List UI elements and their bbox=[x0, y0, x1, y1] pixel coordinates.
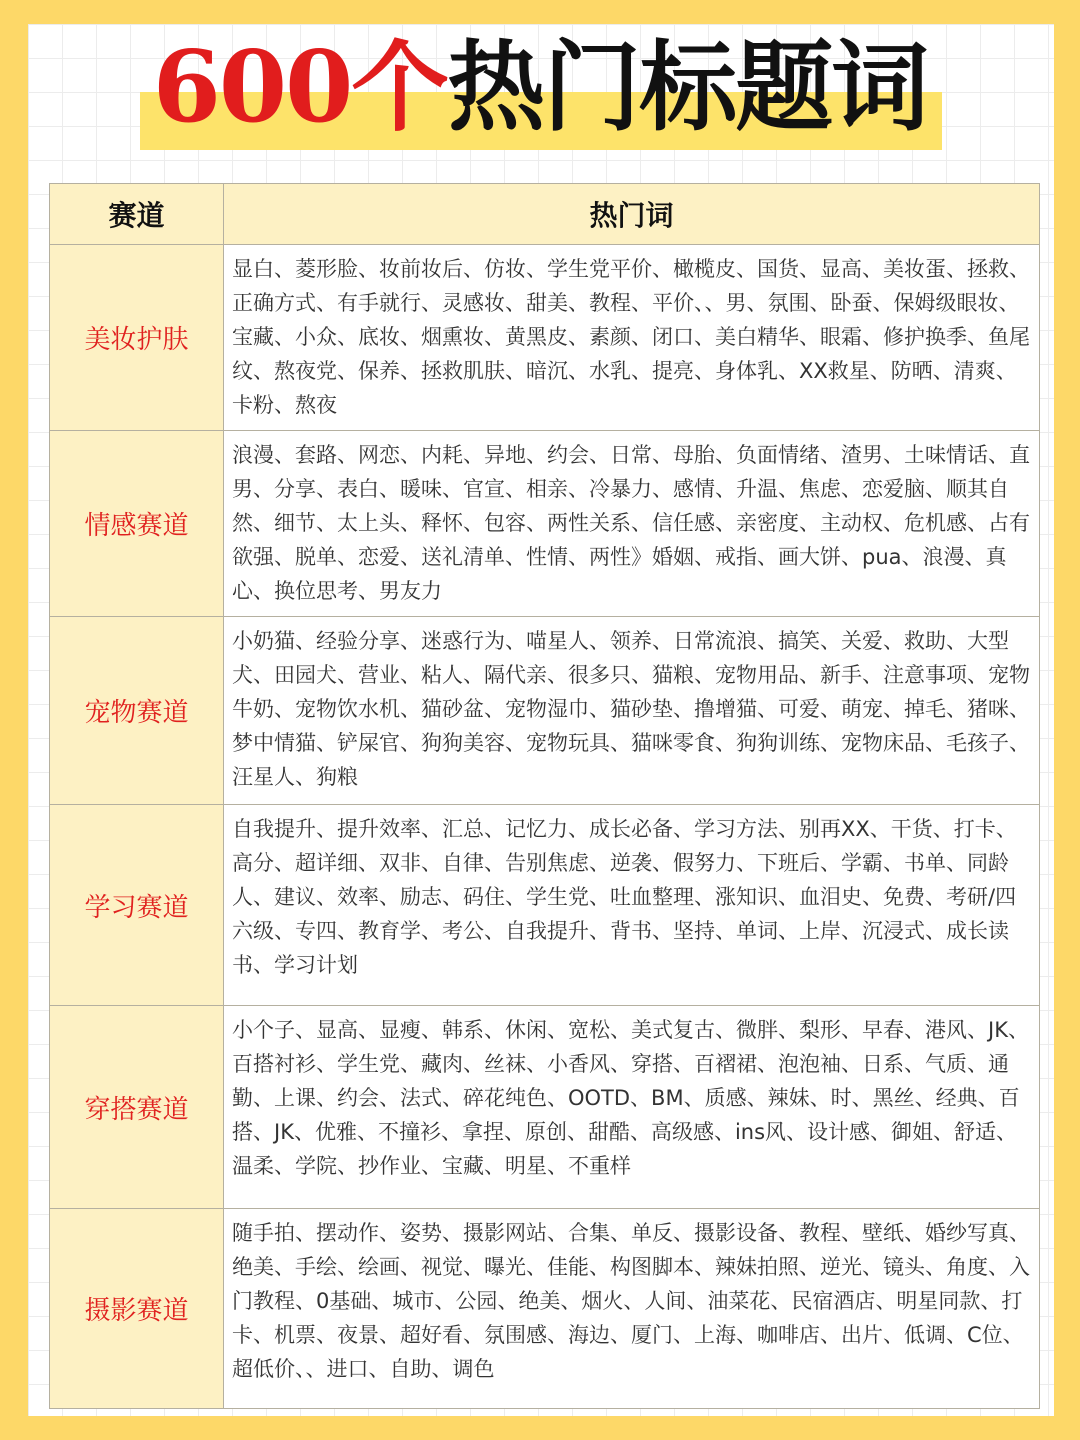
table-row bbox=[50, 617, 1040, 805]
category-cell: 情感赛道 bbox=[50, 431, 224, 617]
category-cell: 学习赛道 bbox=[50, 805, 224, 1006]
category-cell: 美妆护肤 bbox=[50, 245, 224, 431]
keywords-cell: 小个子、显高、显瘦、韩系、休闲、宽松、美式复古、微胖、梨形、早春、港风、JK、百搭衬衫、学生党、藏肉、丝袜、小香风、穿搭、百褶裙、泡泡袖、日系、气质、通勤、上课、约会、法式、碎花纯色、OOTD、BM、质感、辣妹、时、黑丝、经典、百搭、JK、优雅、不撞衫、拿捏、原创、甜酷、高级感、ins风、设计感、御姐、舒适、温柔、学院、抄作业、宝藏、明星、不重样 bbox=[224, 1006, 1040, 1209]
category-cell: 穿搭赛道 bbox=[50, 1006, 224, 1209]
keywords-cell: 浪漫、套路、网恋、内耗、异地、约会、日常、母胎、负面情绪、渣男、土味情话、直男、分享、表白、暖味、官宣、相亲、冷暴力、感情、升温、焦虑、恋爱脑、顺其自然、细节、太上头、释怀、包容、两性关系、信任感、亲密度、主动权、危机感、占有欲强、脱单、恋爱、送礼清单、性情、两性》婚姻、戒指、画大饼、pua、浪漫、真心、换位思考、男友力 bbox=[224, 431, 1040, 617]
page-title bbox=[0, 0, 1080, 175]
table-row bbox=[50, 805, 1040, 1006]
keywords-cell: 显白、菱形脸、妆前妆后、仿妆、学生党平价、橄榄皮、国货、显高、美妆蛋、拯救、正确方式、有手就行、灵感妆、甜美、教程、平价、、男、氛围、卧蚕、保姆级眼妆、宝藏、小众、底妆、烟熏妆、黄黑皮、素颜、闭口、美白精华、眼霜、修护换季、鱼尾纹、熬夜党、保养、拯救肌肤、暗沉、水乳、提亮、身体乳、XX救星、防晒、清爽、卡粉、熬夜 bbox=[224, 245, 1040, 431]
category-cell: 宠物赛道 bbox=[50, 617, 224, 805]
header-category: 赛道 bbox=[50, 184, 224, 245]
table-row bbox=[50, 431, 1040, 617]
table-row bbox=[50, 1209, 1040, 1409]
keywords-cell: 随手拍、摆动作、姿势、摄影网站、合集、单反、摄影设备、教程、壁纸、婚纱写真、绝美、手绘、绘画、视觉、曝光、佳能、构图脚本、辣妹拍照、逆光、镜头、角度、入门教程、0基础、城市、公园、绝美、烟火、人间、油菜花、民宿酒店、明星同款、打卡、机票、夜景、超好看、氛围感、海边、厦门、上海、咖啡店、出片、低调、C位、超低价、、进口、自助、调色 bbox=[224, 1209, 1040, 1409]
header-keywords: 热门词 bbox=[224, 184, 1040, 245]
category-cell: 摄影赛道 bbox=[50, 1209, 224, 1409]
table-header-row bbox=[50, 184, 1040, 245]
keywords-cell: 小奶猫、经验分享、迷惑行为、喵星人、领养、日常流浪、搞笑、关爱、救助、大型犬、田园犬、营业、粘人、隔代亲、很多只、猫粮、宠物用品、新手、注意事项、宠物牛奶、宠物饮水机、猫砂盆、宠物湿巾、猫砂垫、撸增猫、可爱、萌宠、掉毛、猪咪、梦中情猫、铲屎官、狗狗美容、宠物玩具、猫咪零食、狗狗训练、宠物床品、毛孩子、汪星人、狗粮 bbox=[224, 617, 1040, 805]
keywords-table bbox=[49, 183, 1040, 1409]
title-number: 600个 bbox=[152, 30, 448, 145]
keywords-cell: 自我提升、提升效率、汇总、记忆力、成长必备、学习方法、别再XX、干货、打卡、高分、超详细、双非、自律、告别焦虑、逆袭、假努力、下班后、学霸、书单、同龄人、建议、效率、励志、码住、学生党、吐血整理、涨知识、血泪史、免费、考研/四六级、专四、教育学、考公、自我提升、背书、坚持、单词、上岸、沉浸式、成长读书、学习计划 bbox=[224, 805, 1040, 1006]
table-row bbox=[50, 245, 1040, 431]
title-text: 热门标题词 bbox=[447, 30, 928, 145]
table-row bbox=[50, 1006, 1040, 1209]
